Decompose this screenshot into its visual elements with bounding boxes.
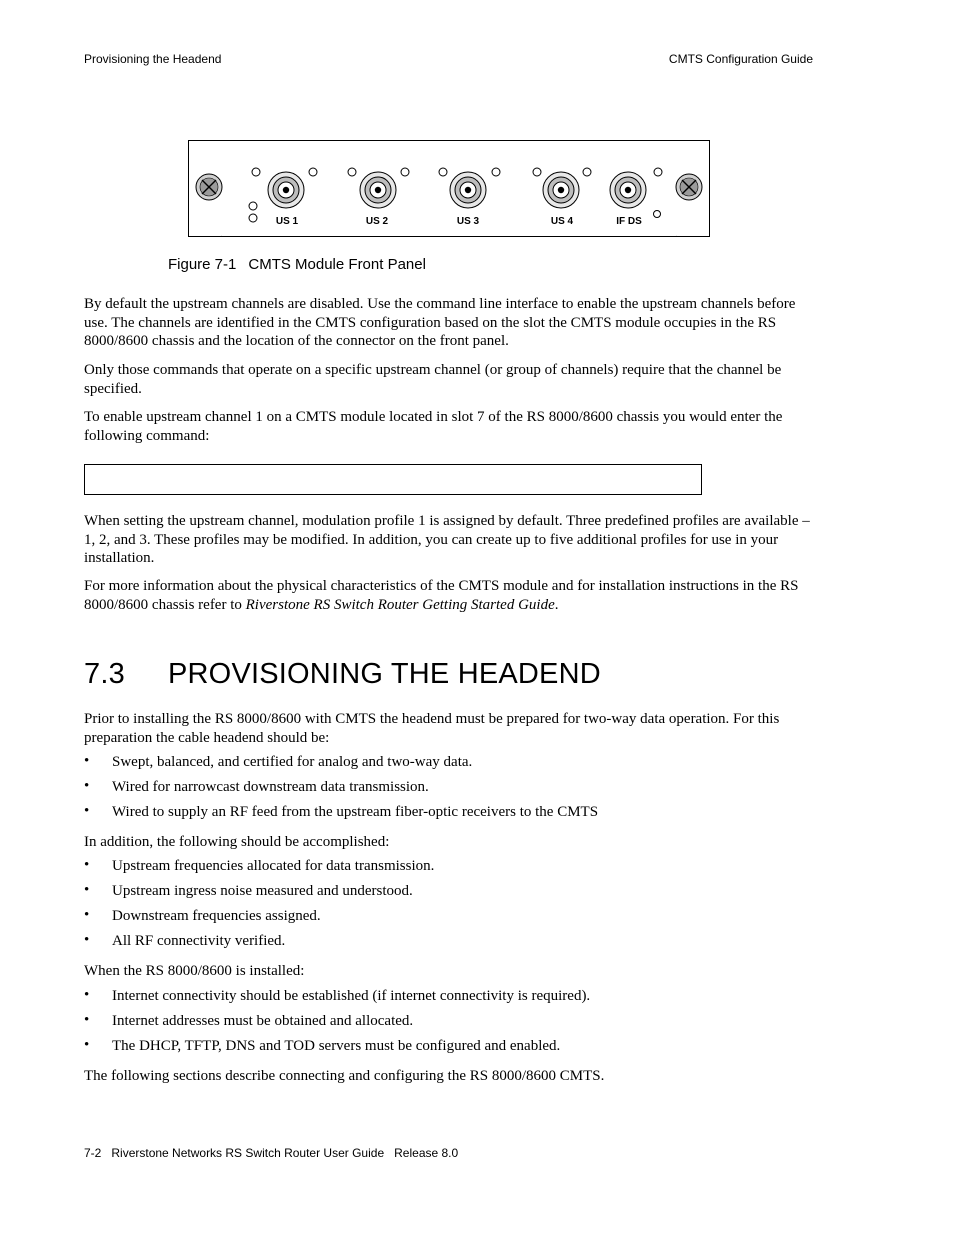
footer-title: Riverstone Networks RS Switch Router User Guide: [111, 1146, 385, 1160]
bullet-icon: •: [84, 778, 90, 794]
more-info-period: .: [554, 596, 559, 613]
bullet-icon: •: [84, 803, 90, 819]
figure-caption: [168, 256, 426, 273]
list-item-text: Upstream frequencies allocated for data transmission.: [112, 858, 435, 874]
bullet-icon: •: [84, 1037, 90, 1053]
getting-started-guide-reference: Riverstone RS Switch Router Getting Started Guide: [245, 596, 555, 613]
section-heading: [84, 658, 601, 691]
command-example-box: [84, 464, 702, 495]
running-header-left: Provisioning the Headend: [84, 52, 222, 66]
figure-caption-number: Figure 7-1: [168, 256, 237, 273]
list-item: [84, 753, 814, 778]
bullet-icon: •: [84, 753, 90, 769]
accomplish-list: [84, 857, 814, 957]
footer-release: Release 8.0: [394, 1146, 459, 1160]
list-item-text: Downstream frequencies assigned.: [112, 908, 321, 924]
list-item-text: Internet addresses must be obtained and allocated.: [112, 1013, 414, 1029]
paragraph-modulation-profile: When setting the upstream channel, modulation profile 1 is assigned by default. Three predefined profiles are available – 1, 2, and 3. These profiles may be modified. In addition, you can create up to five additional profiles for use in your installation.: [84, 513, 810, 566]
paragraph-enable-example: To enable upstream channel 1 on a CMTS module located in slot 7 of the RS 8000/8600 chassis you would enter the following command:: [84, 409, 783, 444]
left-thumbscrew-icon: [196, 174, 222, 200]
list-item: [84, 1012, 814, 1037]
list-item-text: Upstream ingress noise measured and understood.: [112, 883, 413, 899]
port-label-us3: US 3: [456, 216, 480, 227]
page-footer: [84, 1146, 458, 1160]
figure-caption-title: CMTS Module Front Panel: [248, 256, 426, 273]
section-number: 7.3: [84, 658, 125, 690]
list-item-text: Wired for narrowcast downstream data transmission.: [112, 779, 429, 795]
list-item-text: The DHCP, TFTP, DNS and TOD servers must be configured and enabled.: [112, 1038, 561, 1054]
list-item: [84, 987, 814, 1012]
list-item: [84, 882, 814, 907]
paragraph-more-info: [84, 577, 814, 614]
bullet-icon: •: [84, 882, 90, 898]
list-item-text: Swept, balanced, and certified for analog and two-way data.: [112, 754, 473, 770]
bullet-icon: •: [84, 932, 90, 948]
bullet-icon: •: [84, 987, 90, 1003]
paragraph-when-installed: When the RS 8000/8600 is installed:: [84, 963, 305, 979]
list-item-text: Wired to supply an RF feed from the upstream fiber-optic receivers to the CMTS: [112, 804, 599, 820]
list-item-text: All RF connectivity verified.: [112, 933, 286, 949]
list-item: [84, 803, 814, 828]
list-item: [84, 1037, 814, 1062]
cmts-front-panel-figure: [188, 140, 710, 237]
right-thumbscrew-icon: [676, 174, 702, 200]
paragraph-in-addition: In addition, the following should be accomplished:: [84, 834, 390, 850]
port-label-if-ds: IF DS: [616, 216, 642, 227]
paragraph-upstream-default: By default the upstream channels are disabled. Use the command line interface to enable the upstream channels before use. The channels are identified in the CMTS configuration based on the slot the CMTS module occupies in the RS 8000/8600 chassis and the location of the connector on the front panel.: [84, 296, 796, 349]
list-item: [84, 778, 814, 803]
headend-prep-list: [84, 753, 814, 828]
list-item: [84, 932, 814, 957]
list-item: [84, 857, 814, 882]
paragraph-headend-intro: Prior to installing the RS 8000/8600 with CMTS the headend must be prepared for two-way data operation. For this preparation the cable headend should be:: [84, 711, 780, 746]
running-header-right: CMTS Configuration Guide: [668, 52, 813, 66]
paragraph-channel-commands: Only those commands that operate on a specific upstream channel (or group of channels) require that the channel be specified.: [84, 362, 782, 397]
bullet-icon: •: [84, 857, 90, 873]
port-label-us1: US 1: [275, 216, 299, 227]
list-item-text: Internet connectivity should be established (if internet connectivity is required).: [112, 988, 591, 1004]
port-label-us2: US 2: [365, 216, 389, 227]
bullet-icon: •: [84, 1012, 90, 1028]
section-title: PROVISIONING THE HEADEND: [168, 658, 601, 690]
port-label-us4: US 4: [550, 216, 574, 227]
paragraph-following-sections: The following sections describe connecting and configuring the RS 8000/8600 CMTS.: [84, 1068, 605, 1084]
bullet-icon: •: [84, 907, 90, 923]
installed-list: [84, 987, 814, 1062]
more-info-text: For more information about the physical characteristics of the CMTS module and for installation instructions in the RS 8000/8600 chassis refer to: [84, 578, 799, 613]
footer-page-number: 7-2: [84, 1146, 102, 1160]
list-item: [84, 907, 814, 932]
led-indicator-icon: [249, 202, 257, 210]
